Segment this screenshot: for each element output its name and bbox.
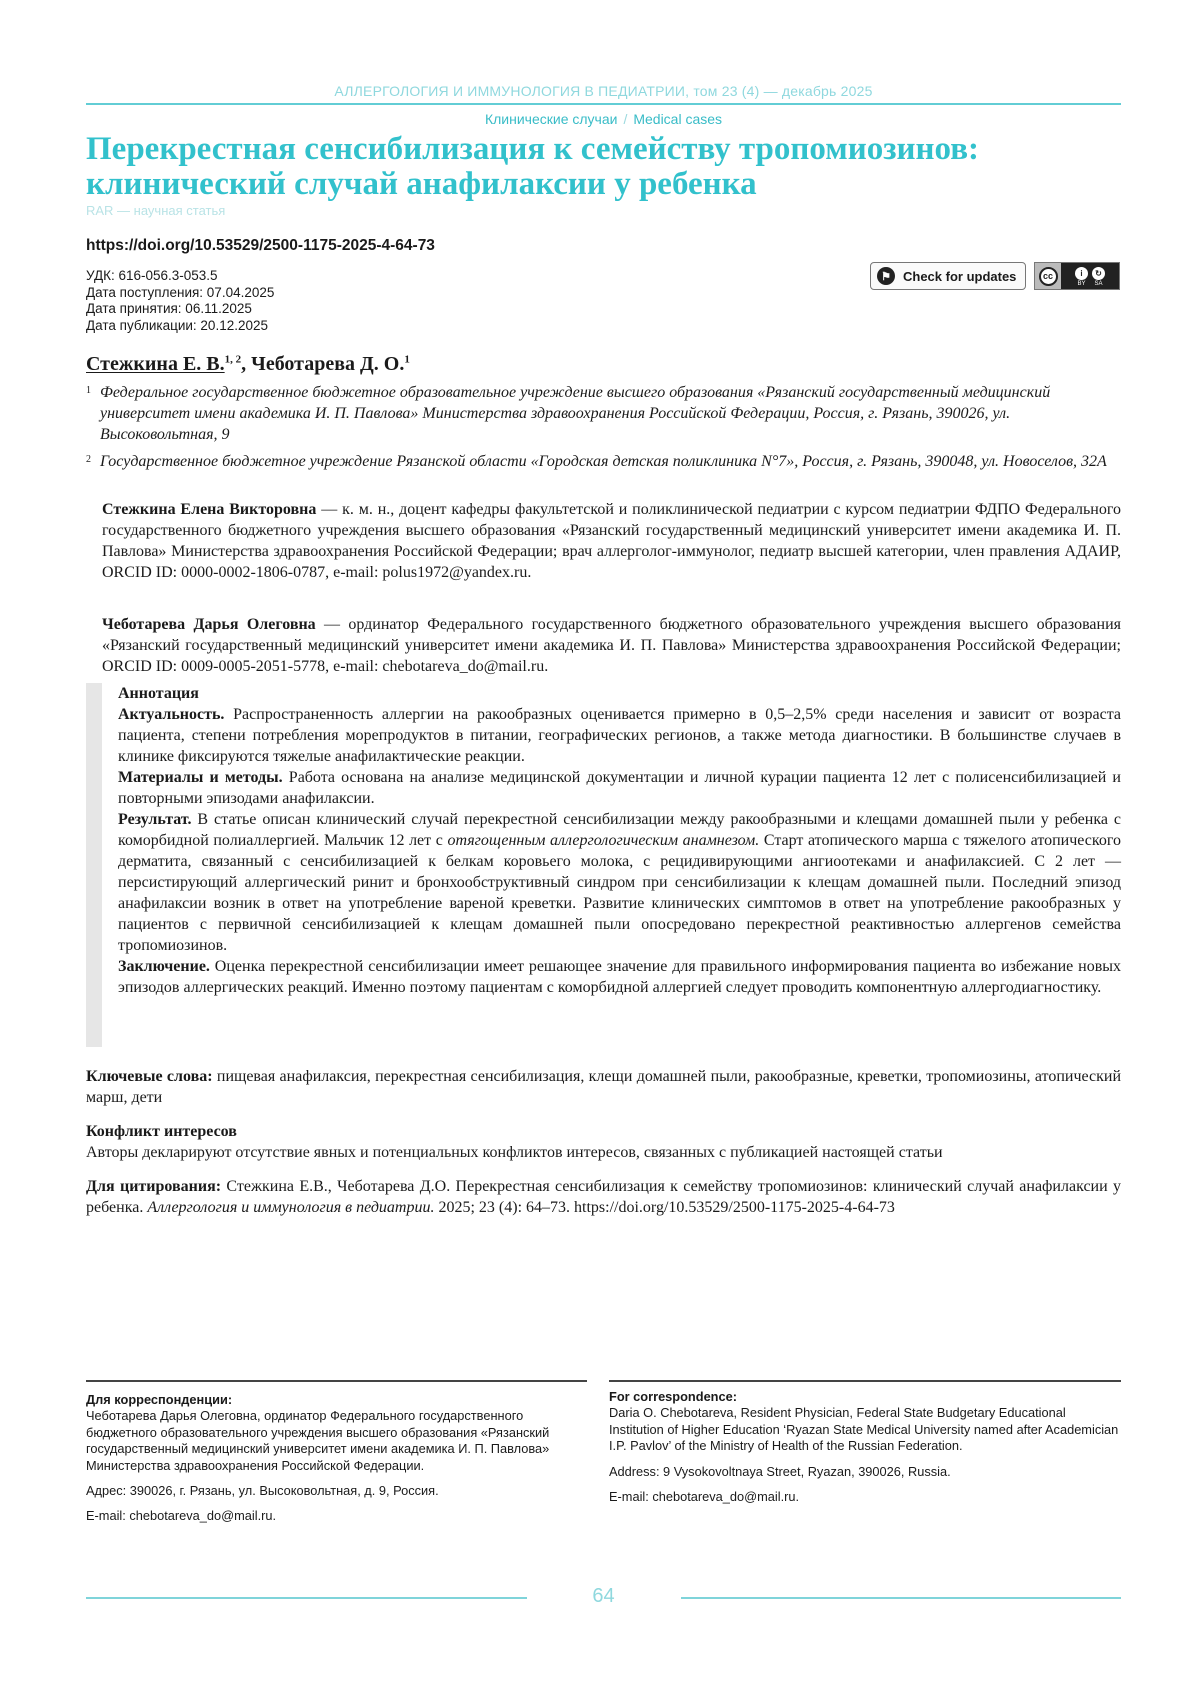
correspondence-ru — [86, 1392, 587, 1525]
relevance-text: Распространенность аллергии на ракообразных оценивается примерно в 0,5–2,5% среди населения и зависит от возраста пациента, степени потребления морепродуктов в питании, географических регионов, а также метода диагностики. В большинстве случаев в клинике фиксируются тяжелые анафилактические реакции. — [118, 706, 1121, 765]
cc-attribute-icons — [1075, 267, 1105, 280]
bio-text: — ординатор Федерального государственного бюджетного образовательного учреждения высшего образования «Рязанский государственный медицинский университет имени академика И. П. Павлова» Министерства здравоохранения Российской Федерации; ORCID ID: 0009-0005-2051-5778, e-mail: chebotareva_do@mail.ru. — [102, 616, 1121, 675]
correspondence-en — [609, 1389, 1121, 1505]
cc-license-badge[interactable] — [1034, 262, 1120, 290]
author-2: Чеботарева Д. О. — [251, 353, 405, 375]
cc-icon: cc — [1039, 267, 1058, 286]
correspondence-en-email[interactable]: E-mail: chebotareva_do@mail.ru. — [609, 1489, 800, 1505]
cc-attributes — [1061, 265, 1119, 288]
conflict-heading: Конфликт интересов — [86, 1123, 237, 1140]
affiliation-2 — [86, 451, 1121, 472]
correspondence-ru-address: Адрес: 390026, г. Рязань, ул. Высоковольтная, д. 9, Россия. — [86, 1483, 439, 1499]
author-bio-1 — [102, 499, 1121, 583]
author-separator: , — [241, 353, 252, 375]
abstract-body — [118, 683, 1121, 998]
abstract-relevance — [118, 704, 1121, 767]
title-line-1: Перекрестная сенсибилизация к семейству тропомиозинов: — [86, 131, 980, 167]
keywords-text: пищевая анафилаксия, перекрестная сенсибилизация, клещи домашней пыли, ракообразные, креветки, тропомиозины, атопический марш, дети — [86, 1068, 1122, 1106]
section-tag — [86, 111, 1121, 127]
badges — [870, 262, 1120, 290]
section-separator: / — [623, 111, 628, 127]
cc-logo-area — [1035, 263, 1061, 289]
author-bio-2 — [102, 614, 1121, 677]
correspondence-ru-heading: Для корреспонденции: — [86, 1392, 233, 1407]
correspondence-ru-email[interactable]: E-mail: chebotareva_do@mail.ru. — [86, 1508, 277, 1524]
correspondence-en-address: Address: 9 Vysokovoltnaya Street, Ryazan, 390026, Russia. — [609, 1463, 951, 1479]
title-line-2: клинический случай анафилаксии у ребенка — [86, 166, 757, 202]
citation-text-a: Стежкина Е.В., Чеботарева Д.О. Перекрестная сенсибилизация к семейству тропомиозинов: клинический случай анафилаксии у ребенка. — [86, 1178, 1122, 1216]
cc-by-label: BY — [1077, 280, 1086, 287]
header-rule — [86, 103, 1121, 105]
bio-name: Стежкина Елена Викторовна — [102, 501, 317, 518]
article-type: RAR — научная статья — [86, 203, 226, 218]
result-label: Результат. — [118, 811, 192, 828]
article-meta — [86, 268, 274, 334]
section-label-ru: Клинические случаи — [484, 111, 618, 127]
section-label-en: Medical cases — [633, 111, 723, 127]
running-head: АЛЛЕРГОЛОГИЯ И ИММУНОЛОГИЯ В ПЕДИАТРИИ, том 23 (4) — декабрь 2025 — [334, 83, 873, 99]
affiliation-number: 2 — [86, 454, 91, 465]
by-person-icon: i — [1075, 267, 1088, 280]
journal-page — [86, 0, 1121, 1697]
abstract-conclusion — [118, 956, 1121, 998]
affiliation-text: Государственное бюджетное учреждение Рязанской области «Городская детская поликлиника N°7», Россия, г. Рязань, 390048, ул. Новоселов, 32А — [100, 453, 1107, 470]
affiliation-text: Федеральное государственное бюджетное образовательное учреждение высшего образования «Рязанский государственный медицинский университет имени академика И. П. Павлова» Министерства здравоохранения Российской Федерации, Россия, г. Рязань, 390026, ул. Высоковольтная, 9 — [100, 384, 1051, 443]
citation-label: Для цитирования: — [86, 1178, 222, 1195]
conclusion-label: Заключение. — [118, 958, 210, 975]
author-1: Стежкина Е. В. — [86, 353, 225, 375]
abstract-methods — [118, 767, 1121, 809]
article-title — [86, 132, 1121, 202]
check-for-updates-button[interactable] — [870, 262, 1026, 290]
affiliation-1 — [86, 382, 1121, 445]
correspondence-en-heading: For correspondence: — [609, 1389, 737, 1404]
keywords — [86, 1066, 1121, 1108]
author-1-affiliation: 1, 2 — [224, 353, 242, 366]
methods-label: Материалы и методы. — [118, 769, 283, 786]
doi-link[interactable]: https://doi.org/10.53529/2500-1175-2025-4-64-73 — [86, 237, 435, 254]
correspondence-rule-en — [609, 1380, 1121, 1382]
citation-journal: Аллергология и иммунология в педиатрии. — [147, 1199, 435, 1216]
correspondence-en-text: Daria O. Chebotareva, Resident Physician, Federal State Budgetary Educational Institution of Higher Education ‘Ryazan State Medical University named after Academician I.P. Pavlov’ of the Ministry of Health of the Russian Federation. — [609, 1405, 1119, 1454]
result-text-italic: отягощенным аллергологическим анамнезом. — [447, 832, 760, 849]
relevance-label: Актуальность. — [118, 706, 225, 723]
author-list — [86, 353, 410, 376]
cc-sa-label: SA — [1094, 280, 1103, 287]
methods-text: Работа основана на анализе медицинской документации и личной курации пациента 12 лет с полисенсибилизацией и повторными эпизодами анафилаксии. — [118, 769, 1121, 807]
share-alike-icon: ↻ — [1092, 267, 1105, 280]
date-received: Дата поступления: 07.04.2025 — [86, 284, 275, 300]
affiliation-number: 1 — [86, 385, 91, 396]
date-published: Дата публикации: 20.12.2025 — [86, 317, 268, 333]
conclusion-text: Оценка перекрестной сенсибилизации имеет решающее значение для правильного информирования пациента во избежание новых эпизодов аллергических реакций. Именно поэтому пациентам с коморбидной аллергией следует проводить компонентную аллергодиагностику. — [118, 958, 1121, 996]
footer-rule-right — [681, 1597, 1121, 1599]
page-number: 64 — [592, 1585, 615, 1607]
check-for-updates-label: Check for updates — [903, 268, 1017, 284]
abstract-side-bar — [86, 683, 102, 1047]
abstract-heading: Аннотация — [118, 685, 199, 702]
udk: УДК: 616-056.3-053.5 — [86, 268, 218, 283]
bio-name: Чеботарева Дарья Олеговна — [102, 616, 316, 633]
correspondence-ru-text: Чеботарева Дарья Олеговна, ординатор Федерального государственного бюджетного образовательного учреждения высшего образования «Рязанский государственный медицинский университет имени академика И. П. Павлова» Министерства здравоохранения Российской Федерации. — [86, 1408, 550, 1473]
keywords-label: Ключевые слова: — [86, 1068, 213, 1085]
author-2-affiliation: 1 — [404, 353, 410, 366]
cc-attribute-labels — [1077, 280, 1102, 288]
citation — [86, 1176, 1121, 1218]
date-accepted: Дата принятия: 06.11.2025 — [86, 301, 252, 316]
citation-text-b: 2025; 23 (4): 64–73. https://doi.org/10.53529/2500-1175-2025-4-64-73 — [434, 1199, 895, 1216]
result-text-a: В статье описан клинический случай перекрестной сенсибилизации между ракообразными и клещами домашней пыли у ребенка с коморбидной полиаллергией. Мальчик 12 лет с — [118, 811, 1121, 849]
bookmark-icon: ⚑ — [877, 267, 895, 285]
result-text-b: Старт атопического марша с тяжелого атопического дерматита, связанный с сенсибилизацией к белкам коровьего молока, с рецидивирующими ангиоотеками и анафилаксией. С 2 лет — персистирующий аллергический ринит и бронхообструктивный синдром при сенсибилизации к клещам домашней пыли. Последний эпизод анафилаксии возник в ответ на употребление вареной креветки. Развитие клинических симптомов в ответ на употребление ракообразных у пациентов с первичной сенсибилизацией к клещам домашней пыли опосредовано перекрестной реактивностью аллергенов семейства тропомиозинов. — [118, 832, 1122, 954]
bio-text: — к. м. н., доцент кафедры факультетской и поликлинической педиатрии с курсом педиатрии ФДПО Федерального государственного бюджетного учреждения высшего образования «Рязанский государственный медицинский университет имени академика И. П. Павлова» Министерства здравоохранения Российской Федерации; врач аллерголог-иммунолог, педиатр высшей категории, член правления АДАИР, ORCID ID: 0000-0002-1806-0787, e-mail: polus1972@yandex.ru. — [102, 501, 1121, 581]
conflict-text: Авторы декларируют отсутствие явных и потенциальных конфликтов интересов, связанных с публикацией настоящей статьи — [86, 1144, 943, 1161]
abstract — [86, 683, 1121, 1047]
abstract-result — [118, 809, 1121, 956]
correspondence-rule-ru — [86, 1380, 587, 1382]
